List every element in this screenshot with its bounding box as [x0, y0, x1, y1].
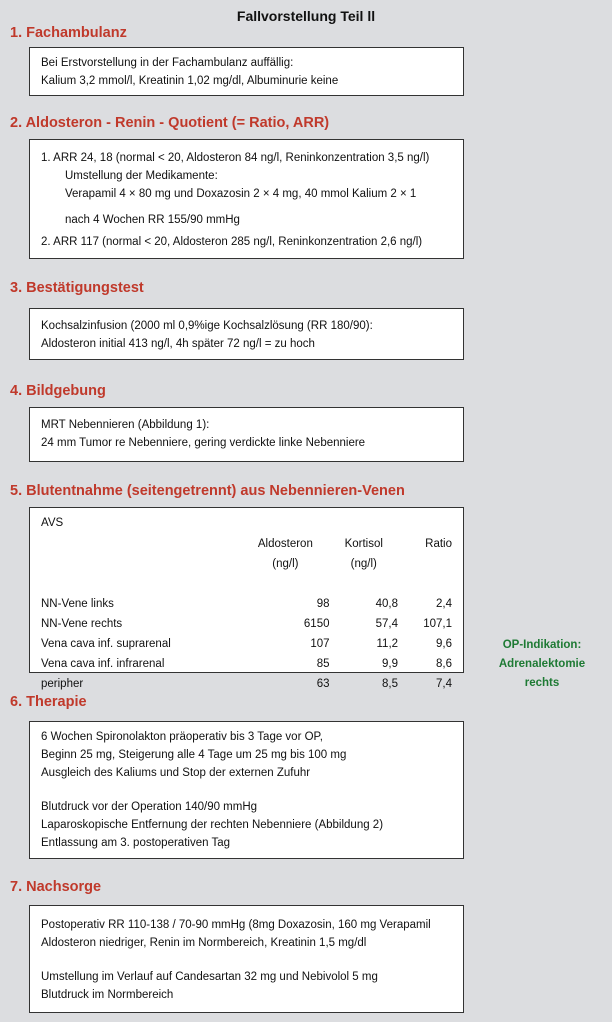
cell-kortisol: 40,8: [375, 598, 399, 610]
text-line: Ausgleich des Kaliums und Stop der externen Zufuhr: [41, 767, 311, 779]
cell-ratio: 9,6: [436, 638, 452, 650]
section-heading-arr: 2. Aldosteron - Renin - Quotient (= Ratio, ARR): [10, 115, 330, 131]
text-line: Aldosteron niedriger, Renin im Normbereich, Kreatinin 1,5 mg/dl: [41, 937, 367, 949]
column-header-kortisol: Kortisol: [344, 538, 383, 550]
arr-box: [29, 139, 464, 259]
row-label: Vena cava inf. suprarenal: [41, 638, 171, 650]
bestaetigungstest-box: [29, 308, 464, 360]
bildgebung-box: [29, 407, 464, 462]
cell-kortisol: 8,5: [382, 678, 399, 690]
cell-aldosteron: 85: [316, 658, 330, 670]
nachsorge-box: [29, 905, 464, 1013]
cell-kortisol: 11,2: [376, 638, 399, 650]
text-line: Umstellung im Verlauf auf Candesartan 32 mg und Nebivolol 5 mg: [41, 971, 378, 983]
avs-table: [41, 534, 452, 694]
row-label: peripher: [41, 678, 84, 690]
text-line: Blutdruck im Normbereich: [41, 989, 174, 1001]
text-line: Laparoskopische Entfernung der rechten Nebenniere (Abbildung 2): [41, 819, 384, 831]
text-line: Entlassung am 3. postoperativen Tag: [41, 837, 231, 849]
unit-aldosteron: (ng/l): [272, 558, 299, 570]
table-row: [41, 594, 452, 614]
table-row: [41, 654, 452, 674]
text-line: Kochsalzinfusion (2000 ml 0,9%ige Kochsalzlösung (RR 180/90):: [41, 320, 373, 332]
column-header-aldosteron: Aldosteron: [257, 538, 313, 550]
page-title: Fallvorstellung Teil ll: [236, 8, 376, 24]
text-line: 1. ARR 24, 18 (normal < 20, Aldosteron 84 ng/l, Reninkonzentration 3,5 ng/l): [41, 152, 430, 164]
text-line: 2. ARR 117 (normal < 20, Aldosteron 285 ng/l, Reninkonzentration 2,6 ng/l): [41, 236, 423, 248]
op-indication-note: [486, 636, 598, 693]
text-line: MRT Nebennieren (Abbildung 1):: [41, 419, 210, 431]
table-row: [41, 634, 452, 654]
cell-aldosteron: 98: [316, 598, 330, 610]
section-heading-blutentnahme: 5. Blutentnahme (seitengetrennt) aus Nebennieren-Venen: [10, 483, 405, 499]
cell-ratio: 107,1: [423, 618, 452, 630]
table-row: [41, 674, 452, 694]
cell-aldosteron: 63: [316, 678, 330, 690]
fachambulanz-box: [29, 47, 464, 96]
row-label: Vena cava inf. infrarenal: [41, 658, 165, 670]
text-line: Verapamil 4 × 80 mg und Doxazosin 2 × 4 mg, 40 mmol Kalium 2 × 1: [65, 188, 417, 200]
column-header-ratio: Ratio: [425, 538, 452, 550]
text-line: nach 4 Wochen RR 155/90 mmHg: [65, 214, 240, 226]
text-line: Umstellung der Medikamente:: [65, 170, 218, 182]
section-heading-bildgebung: 4. Bildgebung: [10, 383, 106, 399]
text-line: Aldosteron initial 413 ng/l, 4h später 72 ng/l = zu hoch: [41, 338, 315, 350]
section-heading-nachsorge: 7. Nachsorge: [10, 879, 102, 895]
op-note-line: OP-Indikation:: [502, 639, 582, 651]
table-units-row: [41, 554, 452, 574]
section-heading-fachambulanz: 1. Fachambulanz: [10, 25, 127, 41]
text-line: 6 Wochen Spironolakton präoperativ bis 3 Tage vor OP,: [41, 731, 323, 743]
text-line: Kalium 3,2 mmol/l, Kreatinin 1,02 mg/dl, Albuminurie keine: [41, 75, 339, 87]
cell-ratio: 7,4: [436, 678, 452, 690]
text-line: Postoperativ RR 110-138 / 70-90 mmHg (8mg Doxazosin, 160 mg Verapamil: [41, 919, 431, 931]
avs-label: AVS: [41, 517, 64, 529]
table-row: [41, 614, 452, 634]
op-note-line: rechts: [524, 677, 560, 689]
unit-kortisol: (ng/l): [350, 558, 377, 570]
table-header-row: [41, 534, 452, 554]
op-note-line: Adrenalektomie: [498, 658, 586, 670]
text-line: Beginn 25 mg, Steigerung alle 4 Tage um 25 mg bis 100 mg: [41, 749, 347, 761]
cell-ratio: 8,6: [436, 658, 452, 670]
section-heading-bestaetigungstest: 3. Bestätigungstest: [10, 280, 144, 296]
text-line: 24 mm Tumor re Nebenniere, gering verdickte linke Nebenniere: [41, 437, 366, 449]
therapie-box: [29, 721, 464, 859]
row-label: NN-Vene rechts: [41, 618, 123, 630]
cell-aldosteron: 107: [310, 638, 330, 650]
avs-box: [29, 507, 464, 690]
cell-aldosteron: 6150: [303, 618, 330, 630]
row-label: NN-Vene links: [41, 598, 114, 610]
cell-kortisol: 9,9: [382, 658, 399, 670]
cell-ratio: 2,4: [436, 598, 452, 610]
section-heading-therapie: 6. Therapie: [10, 694, 87, 710]
cell-kortisol: 57,4: [375, 618, 399, 630]
text-line: Bei Erstvorstellung in der Fachambulanz auffällig:: [41, 57, 294, 69]
text-line: Blutdruck vor der Operation 140/90 mmHg: [41, 801, 258, 813]
